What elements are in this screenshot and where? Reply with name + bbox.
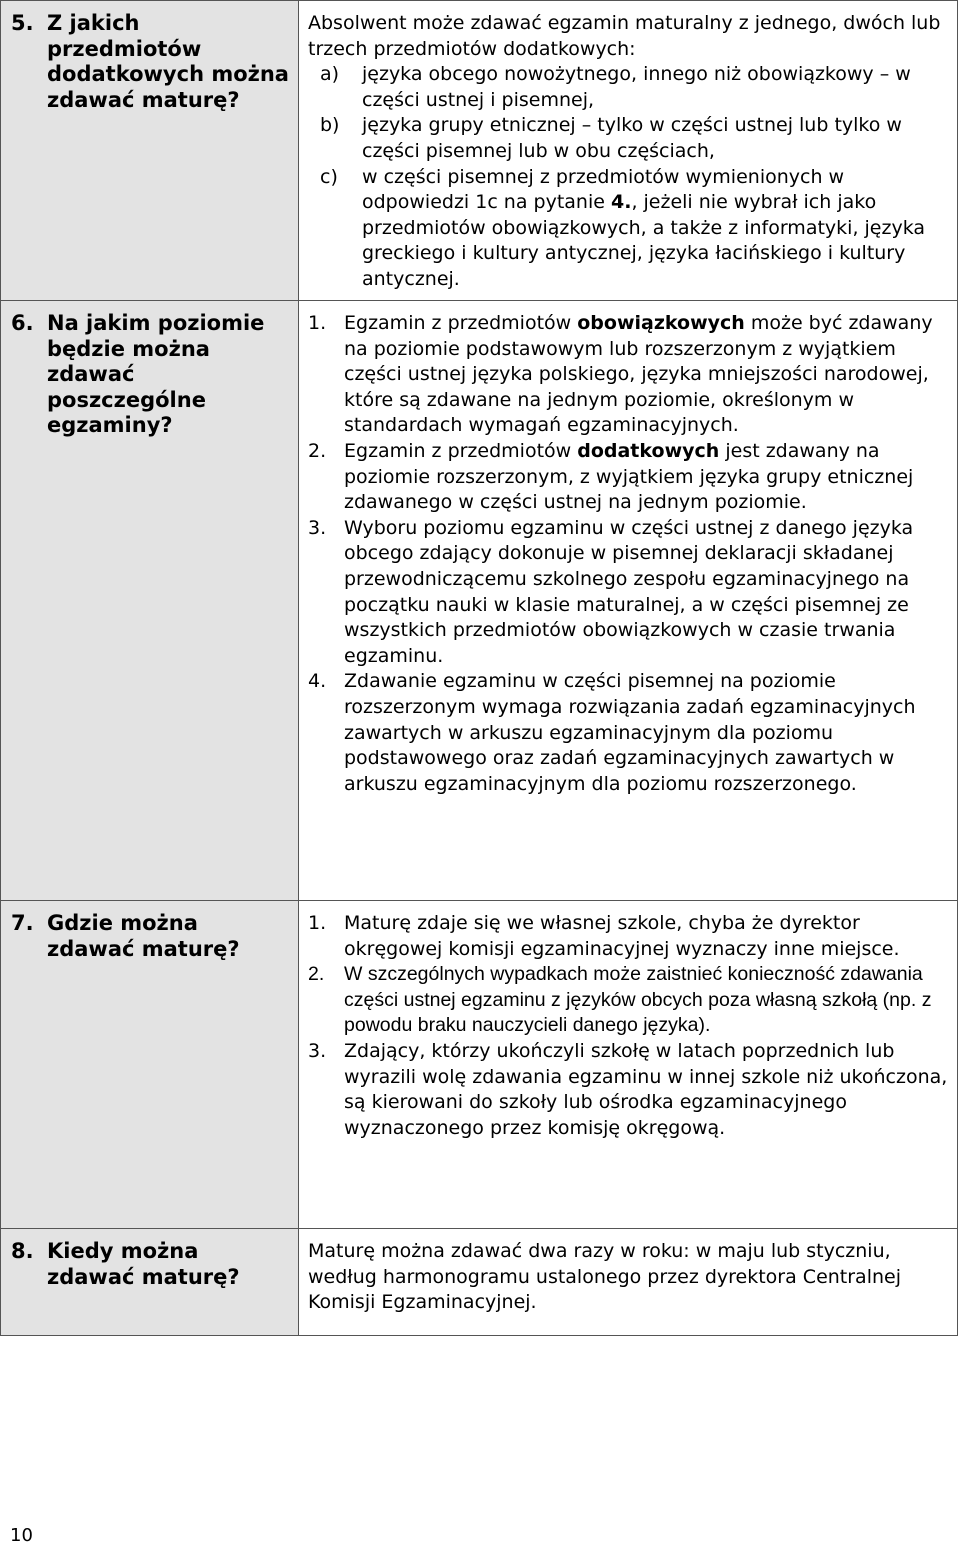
item-label: 2. bbox=[308, 439, 327, 462]
answer-cell bbox=[299, 1229, 958, 1336]
list-item bbox=[320, 62, 949, 113]
question-text: Na jakim poziomie będzie można zdawać poszczególne egzaminy? bbox=[47, 311, 265, 438]
answer-intro: Absolwent może zdawać egzamin maturalny z jednego, dwóch lub trzech przedmiotów dodatkowych: bbox=[308, 12, 941, 60]
question-cell bbox=[1, 901, 299, 1229]
list-item bbox=[308, 669, 949, 797]
item-label: b) bbox=[320, 114, 340, 137]
question-number: 5. bbox=[11, 11, 34, 35]
question-text: Z jakich przedmiotów dodatkowych można zdawać maturę? bbox=[47, 11, 289, 112]
faq-row-5 bbox=[1, 1, 958, 301]
item-label: a) bbox=[320, 63, 340, 86]
question-number: 8. bbox=[11, 1239, 34, 1263]
item-label: c) bbox=[320, 165, 338, 188]
list-item bbox=[308, 311, 949, 439]
item-text: w części pisemnej z przedmiotów wymienionych w odpowiedzi 1c na pytanie 4., jeżeli nie wybrał ich jako przedmiotów obowiązkowych, a także z informatyki, języka greckiego i kultury antycznej, języka łacińskiego i kultury antycznej. bbox=[362, 165, 926, 290]
question-number: 6. bbox=[11, 311, 34, 335]
answer-cell bbox=[299, 1, 958, 301]
item-label: 2. bbox=[308, 963, 325, 986]
bold-text: 4. bbox=[610, 191, 632, 214]
item-text: języka obcego nowożytnego, innego niż obowiązkowy – w części ustnej i pisemnej, bbox=[362, 63, 911, 111]
faq-row-8 bbox=[1, 1229, 958, 1336]
question-text: Gdzie można zdawać maturę? bbox=[47, 911, 240, 961]
item-label: 4. bbox=[308, 670, 327, 693]
list-item bbox=[320, 165, 949, 293]
item-text: Maturę zdaje się we własnej szkole, chyba że dyrektor okręgowej komisji egzaminacyjnej wyznaczy inne miejsce. bbox=[344, 912, 900, 960]
list-item bbox=[308, 1039, 949, 1141]
list-item bbox=[308, 911, 949, 962]
item-text: Egzamin z przedmiotów dodatkowych jest zdawany na poziomie rozszerzonym, z wyjątkiem języka grupy etnicznej zdawanego w części ustnej na jednym poziomie. bbox=[344, 439, 914, 514]
bold-text: obowiązkowych bbox=[577, 312, 745, 334]
bold-text: dodatkowych bbox=[577, 439, 720, 462]
list-item bbox=[308, 439, 949, 516]
item-text: języka grupy etnicznej – tylko w części ustnej lub tylko w części pisemnej lub w obu częściach, bbox=[362, 114, 902, 162]
faq-row-6 bbox=[1, 301, 958, 901]
faq-row-7 bbox=[1, 901, 958, 1229]
question-text: Kiedy można zdawać maturę? bbox=[47, 1239, 240, 1289]
item-label: 3. bbox=[308, 516, 327, 539]
question-number: 7. bbox=[11, 911, 34, 935]
item-text: Wyboru poziomu egzaminu w części ustnej z danego języka obcego zdający dokonuje w pisemnej deklaracji składanej przewodniczącemu szkolnego zespołu egzaminacyjnego na początku nauki w klasie maturalnej, a w części pisemnej ze wszystkich przedmiotów obowiązkowych w czasie trwania egzaminu. bbox=[344, 516, 914, 667]
item-text: Egzamin z przedmiotów obowiązkowych może być zdawany na poziomie podstawowym lub rozszerzonym z wyjątkiem części ustnej języka polskiego, języka mniejszości narodowej, które są zdawane na jednym poziomie, określonym w standardach wymagań egzaminacyjnych. bbox=[344, 312, 933, 437]
answer-text: Maturę można zdawać dwa razy w roku: w maju lub styczniu, według harmonogramu ustalonego przez dyrektora Centralnej Komisji Egzaminacyjnej. bbox=[308, 1240, 901, 1314]
item-text: Zdający, którzy ukończyli szkołę w latach poprzednich lub wyrazili wolę zdawania egzaminu w innej szkole niż ukończona, są kierowani do szkoły lub ośrodka egzaminacyjnego wyznaczonego przez komisję okręgową. bbox=[344, 1039, 948, 1139]
question-cell bbox=[1, 1229, 299, 1336]
list-item bbox=[308, 516, 949, 670]
item-text: Zdawanie egzaminu w części pisemnej na poziomie rozszerzonym wymaga rozwiązania zadań egzaminacyjnych zawartych w arkuszu egzaminacyjnym dla poziomu podstawowego oraz zadań egzaminacyjnych zawartych w arkuszu egzaminacyjnym dla poziomu rozszerzonego. bbox=[344, 670, 916, 795]
item-label: 1. bbox=[308, 312, 327, 334]
question-cell bbox=[1, 1, 299, 301]
list-item bbox=[308, 962, 949, 1039]
answer-cell bbox=[299, 901, 958, 1229]
page-number: 10 bbox=[10, 1525, 33, 1546]
list-item bbox=[320, 113, 949, 164]
item-text: W szczególnych wypadkach może zaistnieć konieczność zdawania części ustnej egzaminu z języków obcych poza własną szkołą (np. z powodu braku nauczycieli danego języka). bbox=[344, 963, 932, 1037]
item-label: 3. bbox=[308, 1039, 327, 1062]
answer-cell bbox=[299, 301, 958, 901]
question-cell bbox=[1, 301, 299, 901]
item-label: 1. bbox=[308, 912, 327, 934]
